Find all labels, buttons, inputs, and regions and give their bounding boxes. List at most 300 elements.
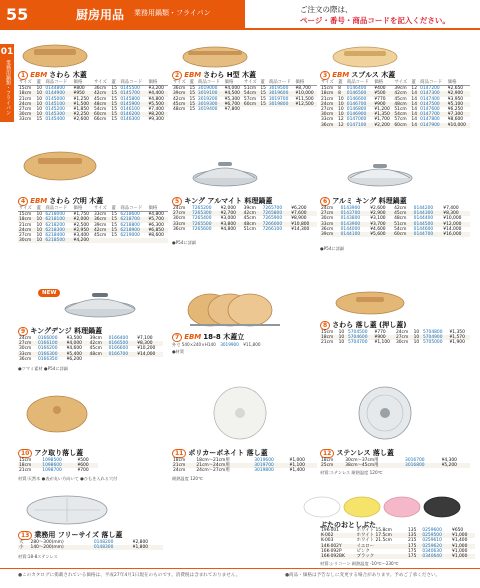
table-cell: 27cm bbox=[19, 233, 32, 239]
table-cell: 10 bbox=[36, 96, 43, 102]
table-cell: 51cm bbox=[243, 226, 256, 232]
table-cell: ¥3,200 bbox=[148, 86, 164, 92]
table-cell: 10 bbox=[337, 112, 346, 117]
product-name: 業務用 フリーサイズ 落し蓋 bbox=[34, 531, 123, 539]
product-title-13 bbox=[18, 530, 122, 540]
table-cell: 14 bbox=[411, 117, 418, 123]
table-cell: 6218900 bbox=[119, 228, 147, 233]
table-cell: 3019100 bbox=[197, 91, 224, 96]
table-cell: 60cm bbox=[393, 232, 413, 237]
table-cell: ¥6,200 bbox=[66, 356, 82, 362]
table-cell: 10 bbox=[338, 340, 345, 346]
table-cell: 66cm bbox=[93, 117, 107, 123]
price-table-13 bbox=[18, 540, 163, 550]
table-cell: 21cm〜24cm用 bbox=[195, 463, 253, 468]
table-cell: 24cm bbox=[18, 102, 35, 107]
table-cell: 39cm bbox=[89, 336, 102, 341]
price-table-14 bbox=[320, 528, 475, 559]
table-cell: 3019800 bbox=[254, 468, 274, 474]
table-cell bbox=[89, 357, 108, 362]
price-table-5 bbox=[172, 206, 317, 232]
header-rule bbox=[0, 28, 480, 30]
table-cell: 45cm bbox=[394, 96, 407, 102]
table-cell: 10 bbox=[338, 330, 345, 335]
table-cell: 10 bbox=[35, 112, 44, 117]
table-cell: 15cm bbox=[19, 458, 32, 463]
table-cell: 0144100 bbox=[340, 232, 370, 237]
table-cell: 0145400 bbox=[45, 117, 65, 123]
table-cell: ¥1,000 bbox=[451, 554, 475, 559]
table-cell: 0144000 bbox=[340, 226, 361, 232]
table-cell: 21cm bbox=[321, 96, 334, 102]
table-cell: 10 bbox=[35, 217, 44, 222]
table-cell: ¥6,850 bbox=[148, 228, 168, 233]
table-cell: 大 bbox=[19, 540, 24, 545]
table-row bbox=[320, 117, 470, 122]
table-cell bbox=[259, 107, 267, 112]
category-subtitle: 業務用鍋類・フライパン bbox=[134, 9, 211, 17]
table-cell: 30cm bbox=[321, 216, 334, 222]
table-cell: 18cm bbox=[18, 217, 35, 222]
table-cell: ¥4,200 bbox=[73, 238, 93, 243]
table-cell: 51cm bbox=[243, 86, 257, 92]
table-row bbox=[172, 91, 317, 96]
price-table-2: サイズ 蓋 商品コード 価格 サイズ 蓋 商品コード 価格 36cm 15 3019000 ¥4,000 51cm 15 3019500 ¥8,700 39cm 15 3019100 ¥4,500 54cm 15 3019600 ¥10,000 42cm 15 3019200 ¥5,300 57cm 15 3019700 ¥11,500 45cm 15 3019300 ¥6,700 60cm 15 3019800 ¥12,500 48cm 15 3019400 ¥7,800 bbox=[172, 80, 317, 112]
skimming-lid-image bbox=[22, 390, 92, 438]
table-cell: 48cm bbox=[93, 102, 110, 107]
table-cell: 15 bbox=[111, 117, 117, 123]
side-tab-label: 業務用鍋類・フライパン bbox=[5, 60, 11, 115]
table-cell: 48cm bbox=[393, 102, 410, 107]
table-cell: ¥2,200 bbox=[373, 123, 393, 128]
product-5-note: ●P54に詳細 bbox=[172, 240, 197, 245]
table-cell: 0145900 bbox=[119, 102, 147, 107]
table-cell: 0146600 bbox=[346, 96, 367, 102]
table-cell: 24cm bbox=[173, 468, 186, 474]
table-cell bbox=[110, 238, 119, 243]
pig-drop-lid-image bbox=[300, 494, 475, 520]
table-cell: ブラック bbox=[356, 554, 407, 559]
table-cell: 42cm bbox=[393, 91, 410, 96]
side-tab[interactable] bbox=[0, 44, 14, 122]
table-cell: ¥14,000 bbox=[136, 352, 163, 357]
table-cell: 24cm bbox=[395, 330, 409, 335]
table-cell: ¥4,000 bbox=[224, 86, 240, 92]
price-table-11 bbox=[172, 458, 317, 474]
table-cell: 33cm bbox=[18, 352, 37, 357]
table-cell: 14 bbox=[411, 107, 418, 113]
table-cell: ¥12,500 bbox=[294, 102, 317, 107]
table-cell: 10 bbox=[36, 222, 43, 228]
table-cell: 27cm bbox=[321, 107, 334, 113]
table-cell: 15 bbox=[111, 107, 117, 113]
table-row bbox=[18, 117, 168, 122]
table-cell: 0166100 bbox=[37, 341, 66, 346]
table-cell: 5704500 bbox=[347, 330, 368, 335]
table-cell: ¥7,100 bbox=[137, 336, 153, 341]
table-cell: ホワイト 17.5cm bbox=[356, 533, 407, 538]
table-cell: 5704900 bbox=[422, 335, 449, 340]
table-cell: ¥1,750 bbox=[73, 212, 89, 218]
table-cell: ¥2,950 bbox=[73, 228, 93, 233]
product-title-2 bbox=[172, 70, 256, 80]
table-cell: 0146500 bbox=[346, 91, 374, 96]
table-cell: 14 bbox=[410, 91, 419, 96]
table-cell: ¥1,100 bbox=[374, 340, 390, 346]
table-cell: 6219000 bbox=[120, 233, 140, 239]
table-cell: 15 bbox=[189, 96, 196, 102]
price-table-9 bbox=[18, 336, 163, 362]
table-cell: 15 bbox=[111, 86, 117, 92]
brand-label: EBM bbox=[184, 333, 202, 341]
product-title-11 bbox=[172, 448, 268, 458]
table-cell: 10 bbox=[35, 102, 44, 107]
table-cell: 0166400 bbox=[108, 336, 129, 341]
table-row bbox=[172, 107, 317, 112]
free-size-lid-image bbox=[22, 492, 112, 528]
table-cell: 10 bbox=[338, 107, 344, 113]
table-cell: 6218800 bbox=[120, 222, 140, 228]
table-cell: 0259620 bbox=[421, 544, 451, 549]
table-row bbox=[18, 357, 163, 362]
table-cell: 15 bbox=[260, 96, 266, 102]
table-cell: ¥950 bbox=[73, 91, 93, 96]
table-cell: ¥5,500 bbox=[148, 102, 168, 107]
product-name: キングデンジ 料理鍋蓋 bbox=[30, 327, 103, 335]
table-cell: 5704800 bbox=[422, 330, 443, 335]
table-row bbox=[320, 463, 470, 468]
table-cell: 0259600 bbox=[422, 528, 442, 533]
table-cell: 0166500 bbox=[108, 341, 137, 346]
table-cell: 0146900 bbox=[346, 112, 374, 117]
table-cell: ¥4,500 bbox=[224, 91, 243, 96]
table-cell: 33cm bbox=[320, 222, 340, 227]
table-cell: 0145500 bbox=[120, 86, 140, 92]
table-cell: 6218000 bbox=[45, 212, 65, 218]
table-cell: 3019800 bbox=[268, 102, 295, 107]
table-cell: 15 bbox=[260, 86, 266, 92]
table-cell: 24cm bbox=[18, 228, 35, 233]
table-cell: 18cm bbox=[321, 458, 334, 463]
table-cell: 42cm bbox=[89, 341, 108, 346]
table-cell: 0144200 bbox=[413, 206, 434, 211]
table-cell: 18cm bbox=[18, 463, 41, 468]
table-cell: ¥4,400 bbox=[148, 91, 168, 96]
size-label: 外寸 540×240×H140 bbox=[172, 342, 216, 347]
table-row bbox=[18, 545, 163, 550]
drop-lid-image bbox=[330, 285, 410, 317]
table-row bbox=[320, 340, 470, 345]
product-name: アク取り落し蓋 bbox=[34, 449, 84, 457]
product-title-3 bbox=[320, 70, 395, 80]
table-cell: 0144900 bbox=[44, 91, 72, 96]
table-cell: 0259500 bbox=[421, 533, 451, 538]
table-cell: 12 bbox=[337, 123, 346, 128]
table-cell: 36cm bbox=[173, 86, 186, 92]
table-cell: ¥3,950 bbox=[447, 96, 464, 102]
product-number: 2 bbox=[172, 71, 182, 80]
table-cell: 10 bbox=[338, 96, 344, 102]
table-cell: 0146400 bbox=[346, 86, 367, 92]
table-cell bbox=[119, 238, 147, 243]
table-cell: 10 bbox=[35, 238, 44, 243]
table-cell: 54cm bbox=[243, 91, 259, 96]
product-number: 1 bbox=[18, 71, 28, 80]
table-cell bbox=[294, 107, 317, 112]
table-cell: 14 bbox=[410, 102, 419, 107]
table-cell: 0340630 bbox=[422, 548, 442, 554]
table-cell: 15 bbox=[36, 117, 43, 123]
polycarbonate-lid-image bbox=[195, 385, 285, 440]
table-cell: ¥1,500 bbox=[73, 102, 93, 107]
table-cell: 3019600 bbox=[268, 91, 295, 96]
table-cell: 45cm bbox=[172, 102, 188, 107]
table-cell: 5704600 bbox=[347, 335, 374, 340]
table-cell: 0145300 bbox=[44, 112, 72, 117]
table-cell: ¥770 bbox=[374, 330, 386, 335]
product-title-12 bbox=[320, 448, 394, 458]
table-cell: ¥11,500 bbox=[295, 96, 314, 102]
table-cell: ¥3,400 bbox=[73, 233, 89, 239]
table-cell: ¥1,000 bbox=[289, 458, 305, 463]
table-cell: ¥4,800 bbox=[148, 96, 164, 102]
table-cell: ¥900 bbox=[373, 102, 393, 107]
table-cell: ¥1,400 bbox=[289, 468, 305, 474]
table-cell: 0166350 bbox=[37, 356, 58, 362]
table-cell: ¥1,700 bbox=[374, 117, 390, 123]
table-cell: 51cm bbox=[393, 222, 413, 227]
table-cell: 36cm bbox=[19, 356, 32, 362]
table-cell: 33cm bbox=[172, 222, 191, 227]
table-cell: 19K-001 bbox=[321, 528, 339, 533]
table-cell: 0147000 bbox=[346, 117, 367, 123]
table-cell: 0147500 bbox=[419, 102, 447, 107]
table-cell: 3019600 bbox=[254, 458, 274, 463]
wooden-lid-image-1 bbox=[20, 40, 90, 70]
table-cell: ¥1,100 bbox=[289, 463, 317, 468]
table-row bbox=[18, 468, 98, 473]
table-cell: ¥10,800 bbox=[290, 222, 317, 227]
table-cell: 30cm bbox=[173, 216, 186, 222]
table-row bbox=[172, 468, 317, 473]
product-number: 9 bbox=[18, 327, 28, 336]
table-cell: ¥900 bbox=[374, 335, 395, 340]
table-cell bbox=[268, 107, 295, 112]
product-name: さわら 落し蓋 (押し蓋) bbox=[332, 321, 407, 329]
product-10-note: 材質:天然木 ●表が丸い方向いて ●ひもを入れる穴付 bbox=[18, 476, 118, 481]
table-cell: ¥8,600 bbox=[148, 233, 164, 239]
table-cell: 6218200 bbox=[45, 222, 65, 228]
table-cell: 27cm bbox=[320, 211, 340, 216]
table-cell: 0147700 bbox=[419, 112, 447, 117]
table-cell: 0146100 bbox=[120, 107, 140, 113]
table-cell: 54cm bbox=[393, 112, 410, 117]
table-cell: 3016800 bbox=[404, 463, 441, 468]
table-cell: 0166000 bbox=[37, 336, 58, 341]
product-number: 13 bbox=[18, 531, 32, 540]
table-cell: 15 bbox=[110, 228, 119, 233]
table-cell: ¥1,350 bbox=[449, 330, 465, 335]
table-cell: ¥14,000 bbox=[443, 226, 462, 232]
table-cell: 15 bbox=[111, 96, 117, 102]
page-header bbox=[0, 0, 480, 38]
h-lid-image bbox=[180, 40, 250, 70]
table-cell: 7265500 bbox=[191, 222, 220, 227]
table-cell: ¥8,900 bbox=[291, 216, 307, 222]
table-cell: 45cm bbox=[393, 211, 413, 216]
product-name: アルミ キング 料理鍋蓋 bbox=[332, 197, 407, 205]
table-cell: 10 bbox=[337, 102, 346, 107]
table-cell: ¥8,700 bbox=[295, 86, 311, 92]
table-cell: 42cm bbox=[243, 211, 262, 216]
table-cell: 175 bbox=[407, 544, 421, 549]
product-name: キング アルマイト 料理鍋蓋 bbox=[184, 197, 273, 205]
table-cell: ¥8,200 bbox=[148, 112, 168, 117]
table-cell: 0144300 bbox=[413, 211, 443, 216]
table-cell: 3019000 bbox=[197, 86, 218, 92]
table-cell: ¥2,000 bbox=[220, 206, 236, 211]
product-14-note: 材質:シリコーン 耐熱温度 -10℃〜230℃ bbox=[320, 561, 399, 566]
table-cell: 0145100 bbox=[44, 102, 72, 107]
table-cell: 0145700 bbox=[119, 91, 147, 96]
table-cell: 0145000 bbox=[45, 96, 65, 102]
table-cell: 0166300 bbox=[37, 352, 66, 357]
table-cell: 57cm bbox=[394, 117, 407, 123]
table-cell: ¥2,250 bbox=[73, 112, 93, 117]
perforated-lid-image bbox=[20, 140, 100, 185]
table-cell: 5704700 bbox=[347, 340, 368, 346]
table-cell: 15 bbox=[110, 217, 119, 222]
table-cell: 1098600 bbox=[41, 463, 76, 468]
table-cell: ¥2,500 bbox=[73, 222, 89, 228]
table-cell: ¥1,000 bbox=[451, 533, 475, 538]
table-cell: 14 bbox=[410, 123, 419, 128]
table-cell: 3019700 bbox=[253, 463, 288, 468]
table-cell: 24cm bbox=[19, 336, 32, 341]
table-cell: ¥3,500 bbox=[66, 336, 82, 341]
table-cell: ホワイト 15.8cm bbox=[356, 528, 392, 533]
table-cell: 5705000 bbox=[422, 340, 443, 346]
order-note bbox=[300, 4, 476, 26]
table-cell: 33cm bbox=[321, 117, 334, 123]
product-number: 7 bbox=[172, 333, 182, 342]
table-cell: 0146300 bbox=[120, 117, 140, 123]
table-cell: 15 bbox=[260, 91, 266, 97]
price-table-12 bbox=[320, 458, 470, 468]
table-cell: 10 bbox=[413, 330, 420, 335]
product-name: ぶたのおとしぶた bbox=[320, 521, 376, 529]
table-cell: 7265200 bbox=[191, 206, 212, 211]
table-cell: ¥1,350 bbox=[373, 112, 393, 117]
table-cell: 21cm bbox=[19, 468, 32, 474]
product-9-note: ●ツマミ素材 ●P54に詳細 bbox=[18, 366, 68, 371]
table-cell: 0144800 bbox=[45, 86, 65, 92]
stainless-lid-image bbox=[340, 385, 430, 440]
table-cell: ¥7,300 bbox=[447, 112, 470, 117]
table-cell: 36cm bbox=[321, 226, 334, 232]
product-code: 3019900 bbox=[220, 342, 239, 347]
table-cell: 24cm bbox=[321, 206, 334, 211]
table-cell: 18cm bbox=[18, 91, 35, 96]
table-cell: ¥1,200 bbox=[374, 107, 390, 113]
table-cell: 36cm bbox=[173, 226, 186, 232]
table-cell: ¥770 bbox=[374, 96, 386, 102]
table-cell: 6218600 bbox=[120, 212, 140, 218]
table-row bbox=[320, 216, 470, 221]
table-cell: ¥4,800 bbox=[220, 226, 236, 232]
table-row bbox=[172, 227, 317, 232]
table-cell: 135 bbox=[407, 533, 421, 538]
table-cell: ¥4,000 bbox=[66, 341, 89, 346]
table-cell: ¥10,000 bbox=[294, 91, 317, 96]
table-cell: 42cm bbox=[394, 206, 407, 211]
category-banner bbox=[70, 0, 245, 28]
table-cell: 39cm bbox=[320, 232, 340, 237]
table-cell: 18cm〜21cm用 bbox=[196, 458, 230, 463]
table-cell bbox=[243, 107, 259, 112]
table-cell: ¥1,000 bbox=[452, 548, 468, 554]
table-cell: ¥1,800 bbox=[132, 545, 163, 550]
table-cell: ¥7,800 bbox=[224, 107, 240, 113]
table-cell bbox=[136, 357, 163, 362]
new-badge: NEW bbox=[38, 289, 60, 297]
table-cell: ¥500 bbox=[373, 91, 393, 96]
table-cell: 16K-092BK bbox=[320, 554, 356, 559]
table-cell: 15 bbox=[111, 233, 117, 239]
table-cell: ¥2,000 bbox=[73, 217, 93, 222]
table-row bbox=[320, 554, 475, 559]
table-cell: ¥1,570 bbox=[449, 335, 470, 340]
table-cell: ¥6,300 bbox=[148, 222, 164, 228]
table-cell: 0143900 bbox=[340, 222, 370, 227]
table-cell: ¥12,000 bbox=[442, 222, 470, 227]
table-cell: 15cm bbox=[321, 86, 334, 92]
spruce-lid-image bbox=[330, 40, 400, 70]
table-cell: 14 bbox=[411, 96, 418, 102]
product-title-6 bbox=[320, 196, 407, 206]
product-name: スプルス 木蓋 bbox=[351, 71, 396, 79]
order-note-line1: ご注文の際は、 bbox=[300, 5, 353, 14]
table-cell: 0147600 bbox=[420, 107, 440, 113]
table-cell: 280〜300(mm) bbox=[30, 540, 64, 545]
table-cell: 3019500 bbox=[268, 86, 289, 92]
table-cell: ¥4,600 bbox=[370, 226, 386, 232]
table-cell: 215 bbox=[408, 538, 417, 544]
brand-label: EBM bbox=[30, 71, 48, 79]
table-cell: ¥700 bbox=[77, 468, 89, 474]
table-cell: ¥8,600 bbox=[447, 117, 464, 123]
table-row bbox=[320, 123, 470, 128]
table-cell bbox=[108, 357, 137, 362]
table-cell: ¥3,700 bbox=[369, 222, 393, 227]
table-cell: ¥7,400 bbox=[443, 206, 459, 211]
table-cell: 0143700 bbox=[340, 211, 370, 216]
table-cell: 小 bbox=[18, 545, 30, 550]
product-number: 10 bbox=[18, 449, 32, 458]
brand-label: EBM bbox=[30, 197, 48, 205]
table-cell: 25cm bbox=[320, 463, 344, 468]
table-cell: イエロー bbox=[356, 544, 407, 549]
product-name: 18-8 木蓋立 bbox=[203, 333, 245, 341]
table-cell: ¥650 bbox=[452, 528, 464, 533]
table-cell: 10 bbox=[36, 107, 43, 113]
table-cell: ¥2,900 bbox=[369, 211, 393, 216]
table-cell: ピンク bbox=[356, 548, 370, 554]
table-cell: 0166600 bbox=[108, 346, 129, 352]
table-cell: 15cm bbox=[19, 212, 32, 218]
table-cell: 0143800 bbox=[340, 216, 361, 222]
table-cell: 30cm bbox=[18, 112, 35, 117]
